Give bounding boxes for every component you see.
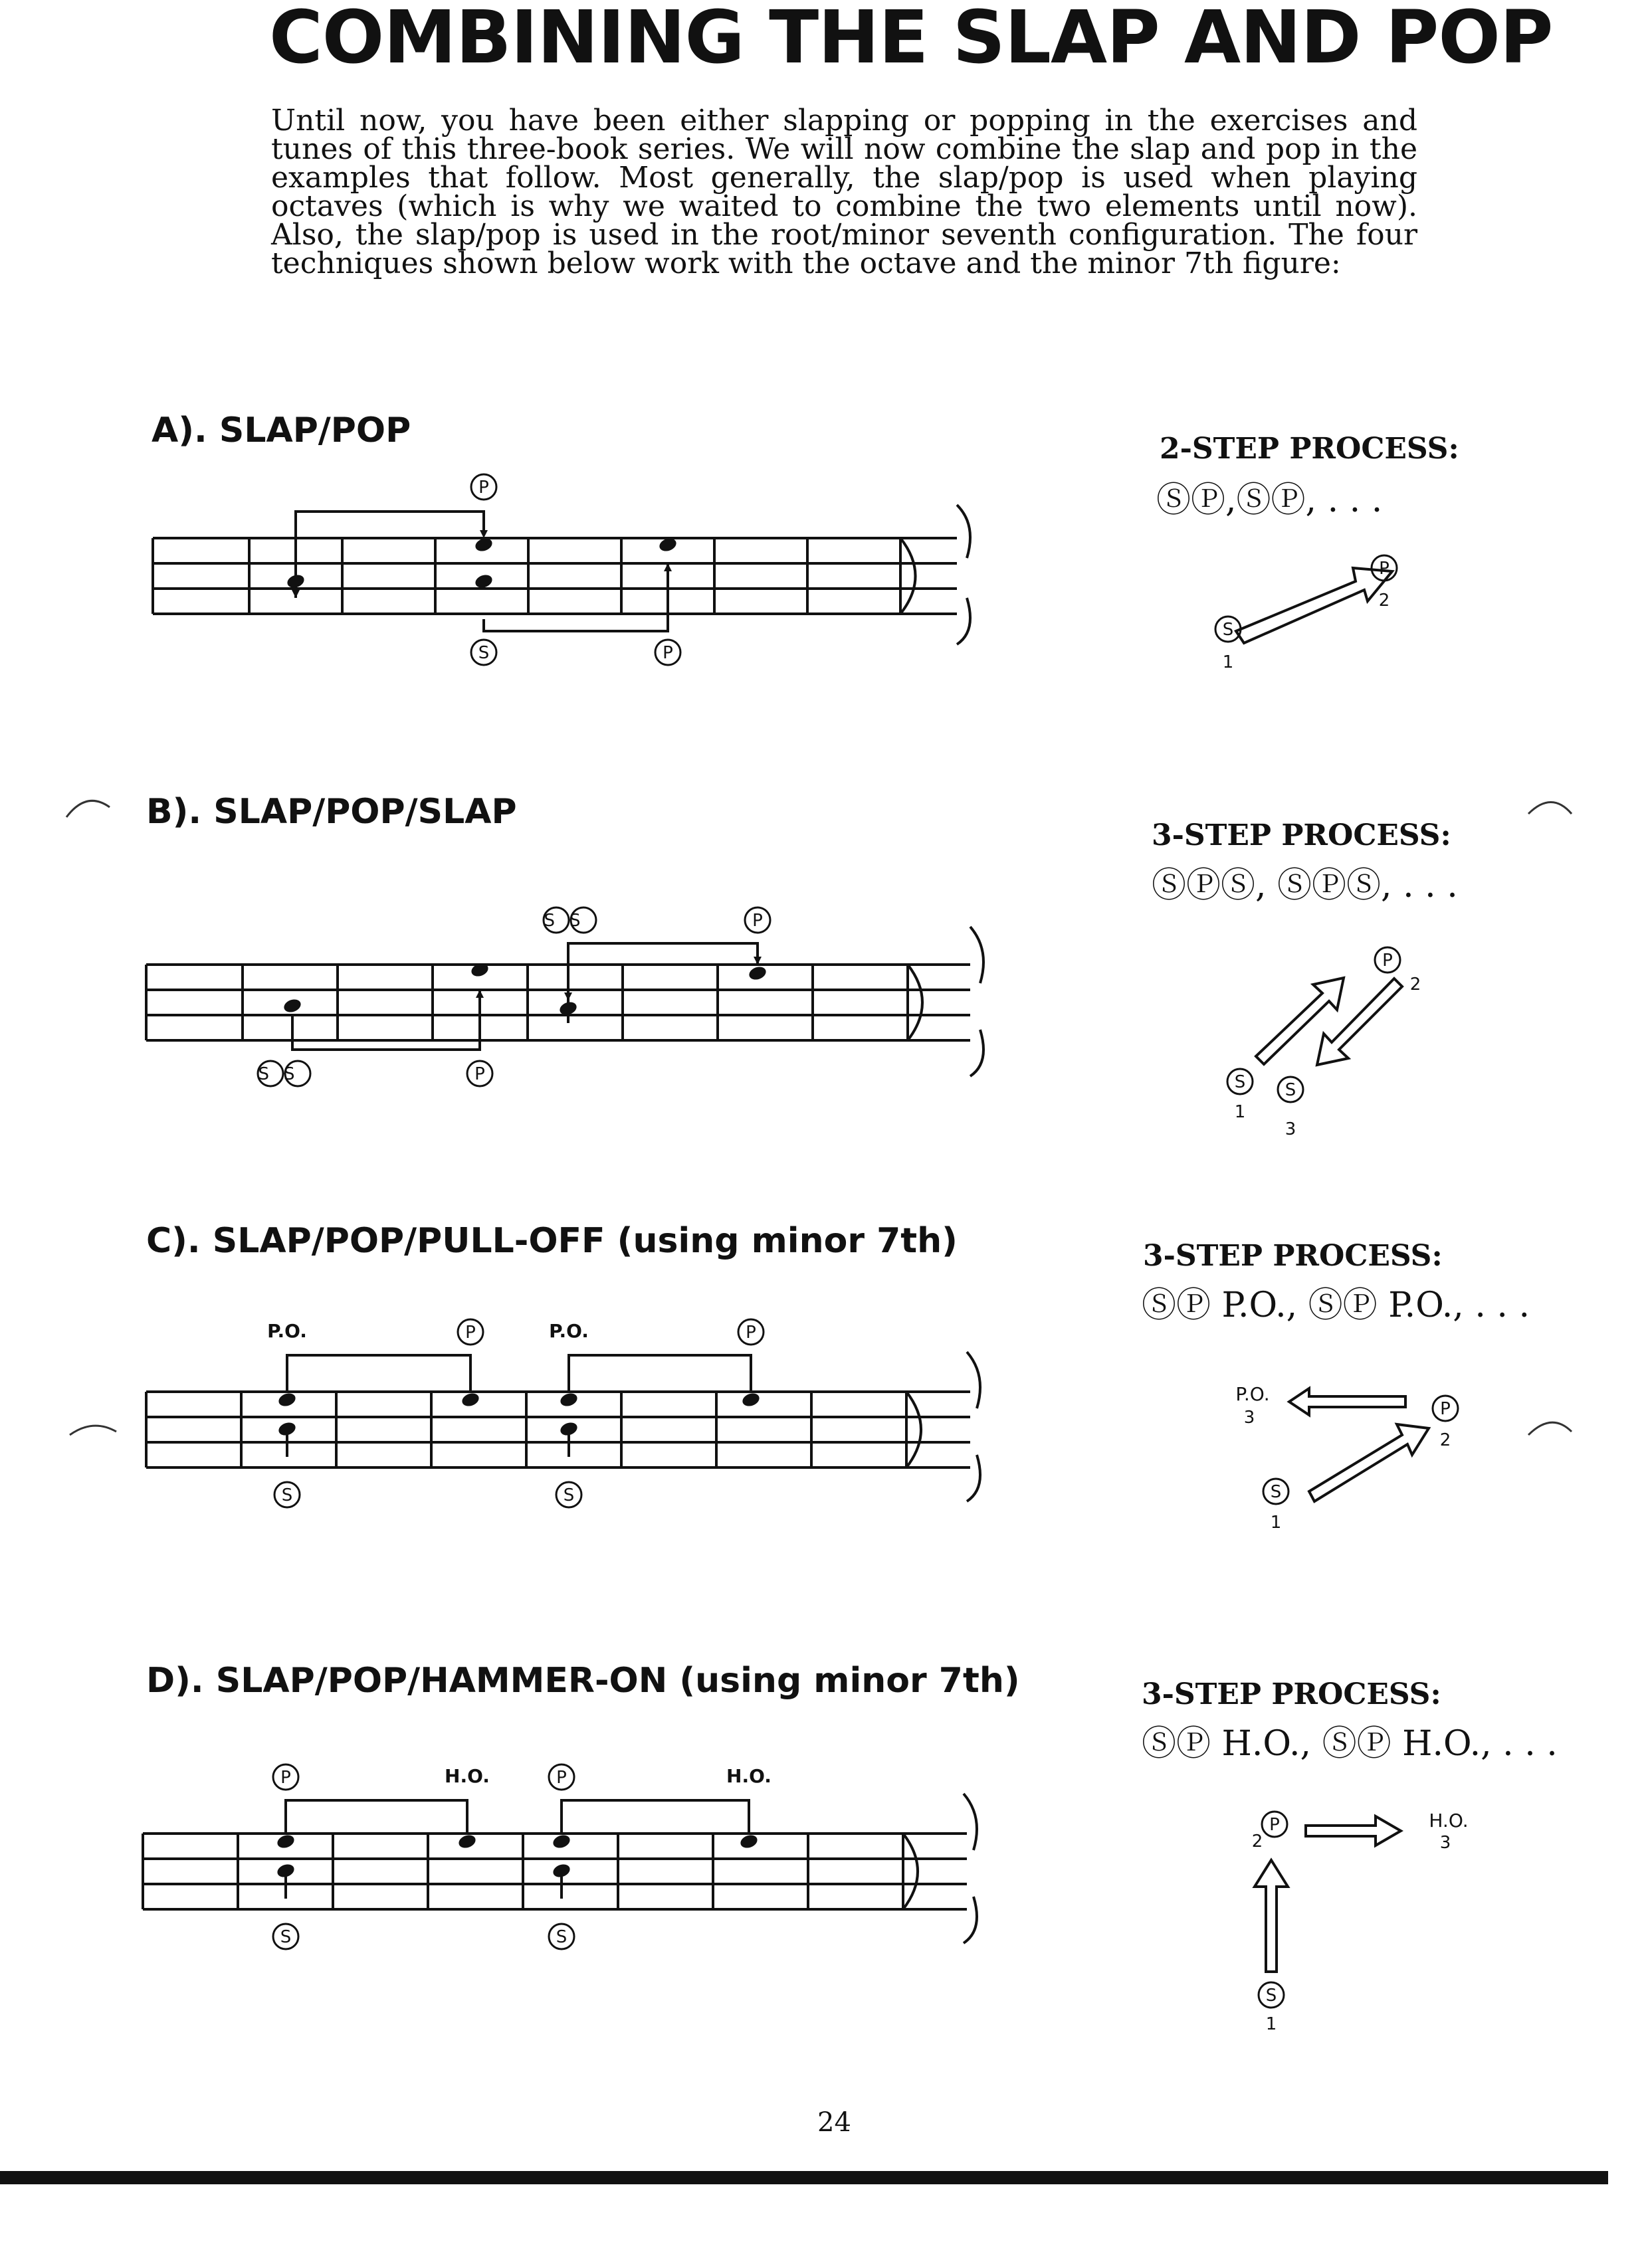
page-title: COMBINING THE SLAP AND POP bbox=[269, 0, 1553, 80]
hole-punch-mark bbox=[63, 794, 116, 827]
step-number: 2 bbox=[1439, 1430, 1451, 1450]
pop-marker: P bbox=[746, 1323, 756, 1343]
section-c-label: C). SLAP/POP/PULL-OFF (using minor 7th) bbox=[146, 1221, 958, 1261]
section-a-tab-staff bbox=[133, 465, 1010, 678]
step-number: 2 bbox=[1409, 975, 1421, 994]
slap-marker: S bbox=[280, 1927, 292, 1947]
pop-node: P bbox=[1440, 1399, 1451, 1419]
section-d-tab-staff bbox=[123, 1747, 1000, 1966]
pull-off-label: P.O. bbox=[549, 1320, 589, 1342]
pop-marker: P bbox=[663, 643, 673, 663]
hammer-on-node: H.O. bbox=[1429, 1810, 1469, 1832]
slap-node: S bbox=[1265, 1986, 1277, 2006]
step-number: 2 bbox=[1378, 591, 1390, 611]
step-number: 3 bbox=[1439, 1833, 1451, 1853]
pop-node: P bbox=[1379, 559, 1390, 579]
section-b-process-diagram bbox=[1196, 937, 1462, 1149]
note bbox=[552, 1862, 572, 1879]
section-a-label: A). SLAP/POP bbox=[152, 411, 411, 450]
note bbox=[559, 1420, 579, 1438]
slap-marker: S bbox=[563, 1485, 575, 1505]
note bbox=[559, 1391, 579, 1408]
hammer-on-label: H.O. bbox=[726, 1765, 772, 1787]
section-c-process-diagram bbox=[1209, 1375, 1475, 1541]
section-c-process-sequence: ⓈⓅ P.O., ⓈⓅ P.O., . . . bbox=[1142, 1285, 1530, 1325]
pop-node: P bbox=[1382, 951, 1393, 971]
intro-paragraph: Until now, you have been either slapping or popping in the exercises and tunes of this three-book series. We will now combine the slap and pop in the examples that follow. Most generally, the slap/pop is used when playing octaves (which is why we waited to combine the two elements until now). Also, the slap/pop is used in the root/minor seventh configuration. The four techniques shown below work with the octave and the minor 7th figure: bbox=[271, 104, 1417, 280]
note bbox=[276, 1833, 296, 1850]
slap-marker: S bbox=[281, 1485, 293, 1505]
slap-slap-marker: SS bbox=[258, 1064, 310, 1084]
note bbox=[277, 1391, 298, 1408]
section-a-process-title: 2-STEP PROCESS: bbox=[1160, 432, 1459, 466]
pop-node: P bbox=[1269, 1815, 1280, 1835]
hammer-on-label: H.O. bbox=[445, 1765, 490, 1787]
note bbox=[552, 1833, 572, 1850]
slap-node: S bbox=[1222, 620, 1234, 640]
hole-punch-mark bbox=[66, 1415, 120, 1448]
hole-punch-mark bbox=[1525, 1415, 1578, 1448]
pop-marker: P bbox=[478, 478, 489, 498]
slap-node: S bbox=[1270, 1482, 1282, 1502]
pull-off-node: P.O. bbox=[1235, 1383, 1270, 1405]
step-number: 2 bbox=[1251, 1832, 1263, 1851]
slap-marker: S bbox=[478, 643, 490, 663]
pop-marker: P bbox=[474, 1064, 485, 1084]
note bbox=[461, 1391, 481, 1408]
slap-node: S bbox=[1234, 1072, 1246, 1092]
step-number: 1 bbox=[1265, 2014, 1277, 2034]
slap-slap-marker: SS bbox=[544, 911, 595, 931]
hole-punch-mark bbox=[1525, 794, 1578, 827]
note bbox=[276, 1862, 296, 1879]
note bbox=[741, 1391, 762, 1408]
section-b-tab-staff bbox=[126, 890, 1003, 1109]
section-b-process-sequence: ⓈⓅⓈ, ⓈⓅⓈ, . . . bbox=[1152, 866, 1458, 905]
note bbox=[282, 997, 303, 1014]
pop-marker: P bbox=[556, 1768, 567, 1788]
page-number: 24 bbox=[817, 2107, 851, 2138]
pop-marker: P bbox=[280, 1768, 291, 1788]
note bbox=[739, 1833, 760, 1850]
section-a-process-sequence: ⓈⓅ,ⓈⓅ, . . . bbox=[1156, 480, 1383, 520]
step-number: 1 bbox=[1270, 1513, 1282, 1533]
step-number: 1 bbox=[1234, 1102, 1246, 1122]
step-number: 1 bbox=[1222, 652, 1234, 672]
section-c-tab-staff bbox=[126, 1305, 1003, 1525]
section-d-process-sequence: ⓈⓅ H.O., ⓈⓅ H.O., . . . bbox=[1142, 1724, 1558, 1764]
section-d-process-diagram bbox=[1223, 1794, 1489, 2039]
section-a-process-diagram bbox=[1196, 545, 1449, 691]
section-b-process-title: 3-STEP PROCESS: bbox=[1152, 818, 1451, 852]
section-d-label: D). SLAP/POP/HAMMER-ON (using minor 7th) bbox=[146, 1661, 1020, 1701]
pop-marker: P bbox=[752, 911, 763, 931]
pop-marker: P bbox=[465, 1323, 476, 1343]
note bbox=[748, 965, 768, 982]
footer-rule bbox=[0, 2171, 1608, 2184]
section-c-process-title: 3-STEP PROCESS: bbox=[1143, 1239, 1443, 1273]
pull-off-label: P.O. bbox=[267, 1320, 307, 1342]
section-b-label: B). SLAP/POP/SLAP bbox=[146, 792, 517, 832]
note bbox=[457, 1833, 478, 1850]
section-d-process-title: 3-STEP PROCESS: bbox=[1142, 1677, 1441, 1711]
step-number: 3 bbox=[1285, 1119, 1296, 1139]
note bbox=[277, 1420, 298, 1438]
step-number: 3 bbox=[1243, 1408, 1255, 1428]
slap-node: S bbox=[1285, 1080, 1296, 1100]
slap-marker: S bbox=[556, 1927, 567, 1947]
